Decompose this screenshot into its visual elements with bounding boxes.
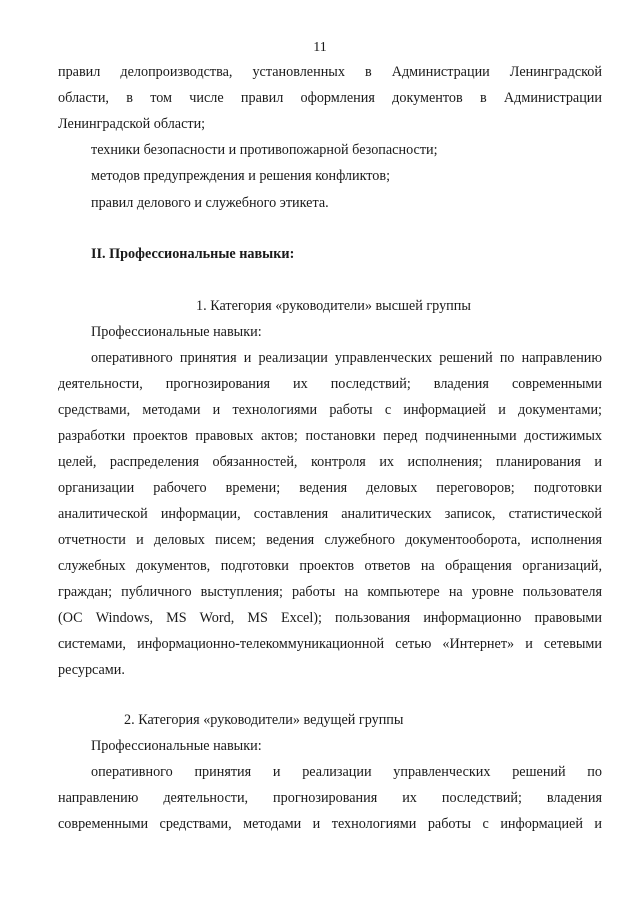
text-line: области, в том числе правил оформления документов в Администрации xyxy=(58,90,602,106)
text-line: граждан; публичного выступления; работы на компьютере на уровне пользователя xyxy=(58,584,602,600)
category-title: 1. Категория «руководители» высшей группы xyxy=(196,298,471,314)
text-line: оперативного принятия и реализации управленческих решений по xyxy=(91,764,602,780)
text-line: разработки проектов правовых актов; постановки перед подчиненными достижимых xyxy=(58,428,602,444)
text-line: техники безопасности и противопожарной безопасности; xyxy=(91,142,438,158)
category-subtitle: Профессиональные навыки: xyxy=(91,324,262,340)
text-line: правил делового и служебного этикета. xyxy=(91,195,329,211)
text-line: средствами, методами и технологиями работы с информацией и документами; xyxy=(58,402,602,418)
text-line: современными средствами, методами и технологиями работы с информацией и xyxy=(58,816,602,832)
text-line: организации рабочего времени; ведения деловых переговоров; подготовки xyxy=(58,480,602,496)
section-heading: II. Профессиональные навыки: xyxy=(91,246,295,262)
text-line: отчетности и деловых писем; ведения служебного документооборота, исполнения xyxy=(58,532,602,548)
text-line: методов предупреждения и решения конфликтов; xyxy=(91,168,391,184)
category-subtitle: Профессиональные навыки: xyxy=(91,738,262,754)
text-line: целей, распределения обязанностей, контроля их исполнения; планирования и xyxy=(58,454,602,470)
page-number: 11 xyxy=(313,40,327,55)
text-line: ресурсами. xyxy=(58,662,125,678)
text-line: правил делопроизводства, установленных в Администрации Ленинградской xyxy=(58,64,602,80)
text-line: системами, информационно-телекоммуникационной сетью «Интернет» и сетевыми xyxy=(58,636,602,652)
text-line: служебных документов, подготовки проектов ответов на обращения организаций, xyxy=(58,558,602,574)
category-title: 2. Категория «руководители» ведущей группы xyxy=(124,712,404,728)
text-line: Ленинградской области; xyxy=(58,116,206,132)
text-line: (ОС Windows, MS Word, MS Excel); пользования информационно правовыми xyxy=(58,610,602,626)
text-line: направлению деятельности, прогнозирования их последствий; владения xyxy=(58,790,602,806)
text-line: аналитической информации, составления аналитических записок, статистической xyxy=(58,506,602,522)
text-line: деятельности, прогнозирования их последствий; владения современными xyxy=(58,376,602,392)
text-line: оперативного принятия и реализации управленческих решений по направлению xyxy=(91,350,602,366)
